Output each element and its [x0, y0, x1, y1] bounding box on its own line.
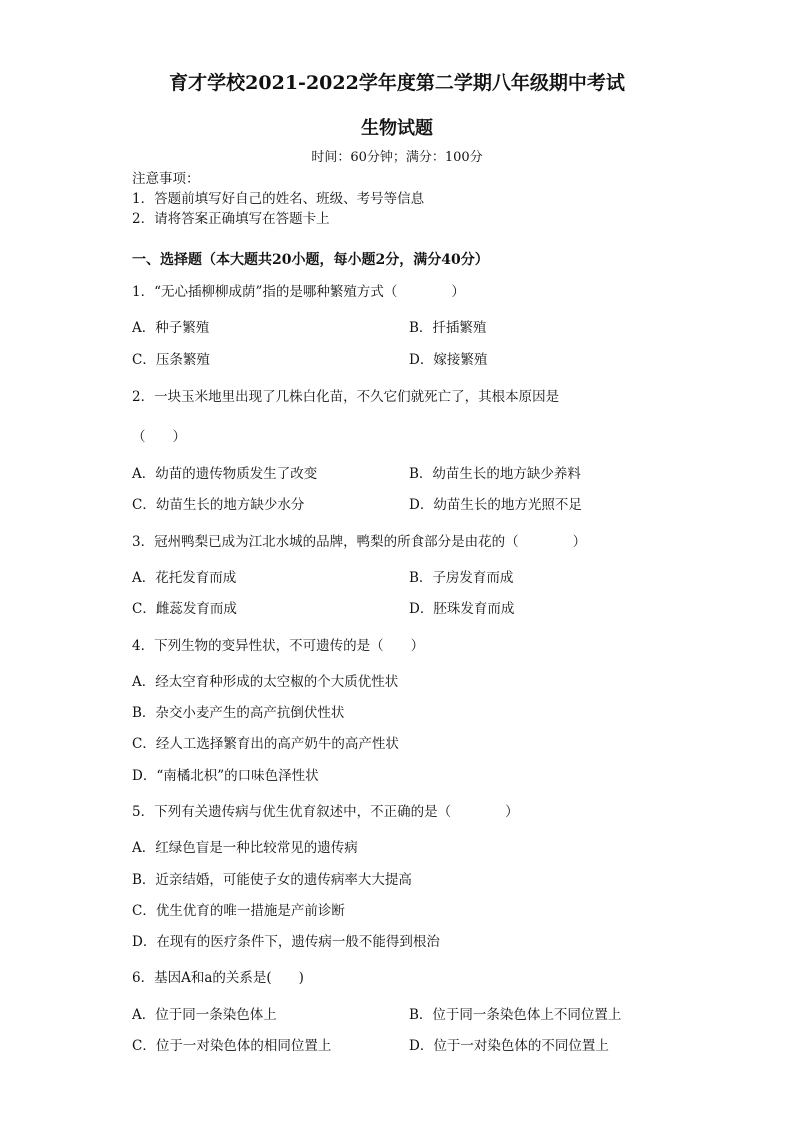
question-6-option-b: B．位于同一条染色体上不同位置上	[409, 1007, 622, 1023]
question-1-option-a: A．种子繁殖	[132, 320, 210, 336]
question-1-option-b: B．扦插繁殖	[409, 320, 487, 336]
exam-meta: 时间：60分钟；满分：100分	[311, 150, 483, 165]
question-3-stem: 3．冠州鸭梨已成为江北水城的品牌，鸭梨的所食部分是由花的（ ）	[132, 534, 587, 550]
question-3-option-c: C．雌蕊发育而成	[132, 601, 237, 617]
question-1-option-c: C．压条繁殖	[132, 352, 210, 368]
question-5-option-c: C．优生优育的唯一措施是产前诊断	[132, 903, 345, 919]
question-4-option-c: C．经人工选择繁育出的高产奶牛的高产性状	[132, 736, 399, 752]
question-6-option-d: D．位于一对染色体的不同位置上	[409, 1038, 609, 1054]
exam-title: 育才学校2021-2022学年度第二学期八年级期中考试	[169, 72, 625, 94]
question-6-option-c: C．位于一对染色体的相同位置上	[132, 1038, 332, 1054]
notes-item: 1．答题前填写好自己的姓名、班级、考号等信息	[132, 191, 425, 207]
question-2-stem-continued: （ ）	[132, 429, 186, 445]
question-4-option-a: A．经太空育种形成的太空椒的个大质优性状	[132, 674, 399, 690]
question-2-option-d: D．幼苗生长的地方光照不足	[409, 497, 582, 513]
question-5-option-d: D．在现有的医疗条件下，遗传病一般不能得到根治	[132, 934, 440, 950]
notes-heading: 注意事项：	[132, 171, 200, 187]
question-3-option-a: A．花托发育而成	[132, 570, 237, 586]
question-3-option-d: D．胚珠发育而成	[409, 601, 515, 617]
question-5-option-b: B．近亲结婚，可能使子女的遗传病率大大提高	[132, 872, 412, 888]
notes-item: 2．请将答案正确填写在答题卡上	[132, 211, 330, 227]
question-5-option-a: A．红绿色盲是一种比较常见的遗传病	[132, 840, 358, 856]
question-2-stem: 2．一块玉米地里出现了几株白化苗，不久它们就死亡了，其根本原因是	[132, 389, 560, 405]
question-3-option-b: B．子房发育而成	[409, 570, 514, 586]
section-title: 一、选择题（本大题共20小题，每小题2分，满分40分）	[132, 252, 489, 268]
question-6-option-a: A．位于同一条染色体上	[132, 1007, 277, 1023]
question-4-option-d: D．“南橘北枳”的口味色泽性状	[132, 768, 319, 784]
question-2-option-b: B．幼苗生长的地方缺少养料	[409, 466, 581, 482]
question-1-stem: 1．“无心插柳柳成荫”指的是哪种繁殖方式（ ）	[132, 284, 465, 300]
question-5-stem: 5．下列有关遗传病与优生优育叙述中，不正确的是（ ）	[132, 804, 519, 820]
question-6-stem: 6．基因A和a的关系是( )	[132, 970, 304, 986]
question-1-option-d: D．嫁接繁殖	[409, 352, 488, 368]
exam-subtitle: 生物试题	[361, 118, 433, 139]
question-2-option-c: C．幼苗生长的地方缺少水分	[132, 497, 305, 513]
question-4-option-b: B．杂交小麦产生的高产抗倒伏性状	[132, 705, 345, 721]
question-2-option-a: A．幼苗的遗传物质发生了改变	[132, 466, 318, 482]
question-4-stem: 4．下列生物的变异性状，不可遗传的是（ ）	[132, 638, 425, 654]
